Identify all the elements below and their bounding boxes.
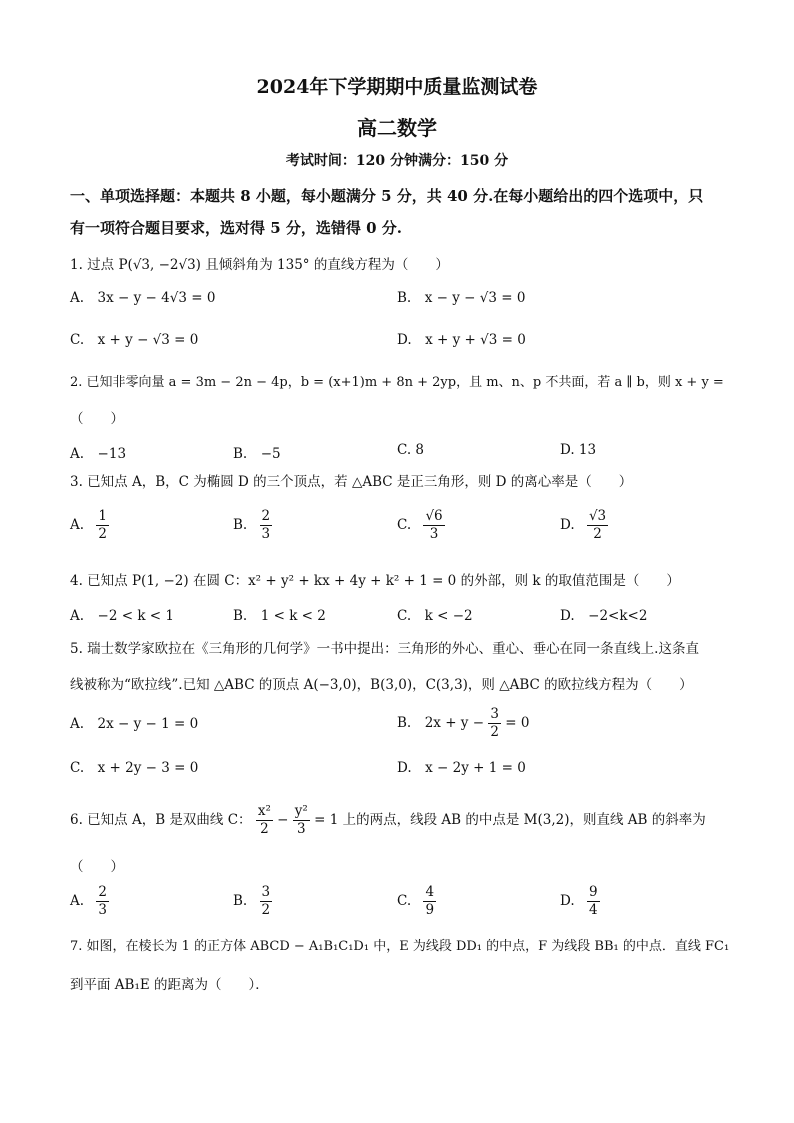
question-2-stem-line2: （ ） [70, 411, 124, 427]
q6-c-den: 9 [425, 902, 435, 918]
q6-option-b [233, 884, 272, 919]
q3-a-label: A. [70, 517, 85, 533]
question-1-stem: 1. 过点 P(√3, −2√3) 且倾斜角为 135° 的直线方程为（ ） [70, 257, 449, 273]
q6-a-label: A. [70, 893, 85, 909]
section-heading [70, 180, 730, 244]
q5-b-fraction [488, 706, 501, 741]
q6-option-c [397, 884, 436, 919]
q5-b-den: 2 [490, 724, 499, 740]
question-5-stem-line1: 5. 瑞士数学家欧拉在《三角形的几何学》一书中提出：三角形的外心、重心、垂心在同一条直线上.这条直 [70, 641, 699, 657]
q5-option-d: D. x − 2y + 1 = 0 [397, 760, 526, 776]
q6-d-fraction [587, 884, 600, 919]
q6-c-num: 4 [425, 884, 435, 900]
q5-option-c: C. x + 2y − 3 = 0 [70, 760, 199, 776]
q4-option-b: B. 1 < k < 2 [233, 608, 326, 624]
q3-d-num: √3 [588, 508, 607, 524]
q6-b-label: B. [233, 893, 248, 909]
question-6-stem-line2: （ ） [70, 859, 124, 875]
q5-b-num: 3 [490, 706, 499, 722]
q3-a-den: 2 [98, 526, 107, 542]
q3-c-num: √6 [425, 508, 443, 524]
q3-option-d [560, 508, 608, 543]
question-3-options [70, 508, 730, 552]
q5-b-prefix: B. 2x + y − [397, 715, 485, 731]
question-7-stem-line1: 7. 如图，在棱长为 1 的正方体 ABCD − A₁B₁C₁D₁ 中，E 为线段 DD₁ 的中点，F 为线段 BB₁ 的中点．直线 FC₁ [70, 939, 730, 954]
question-4-stem: 4. 已知点 P(1, −2) 在圆 C：x² + y² + kx + 4y + k² + 1 = 0 的外部，则 k 的取值范围是（ ） [70, 573, 680, 589]
q2-option-c: C. 8 [397, 442, 425, 458]
q6-option-a [70, 884, 109, 919]
q6-c-fraction [423, 884, 436, 919]
q3-d-label: D. [560, 517, 575, 533]
q3-a-num: 1 [98, 508, 107, 524]
q6-d-den: 4 [588, 902, 598, 918]
question-4-options [70, 604, 730, 632]
q6-frac-x-num: x² [257, 803, 271, 819]
q5-option-b [397, 706, 529, 741]
subject-title: 高二数学 [357, 116, 437, 140]
q6-d-label: D. [560, 893, 575, 909]
q6-a-den: 3 [98, 902, 107, 918]
q6-b-fraction [260, 884, 273, 919]
q6-c-label: C. [397, 893, 412, 909]
q3-d-fraction [587, 508, 608, 543]
q1-option-b: B. x − y − √3 = 0 [397, 290, 526, 306]
q4-option-a: A. −2 < k < 1 [70, 608, 174, 624]
question-7-stem-line2: 到平面 AB₁E 的距离为（ ）． [70, 977, 269, 993]
question-3-stem: 3. 已知点 A，B，C 为椭圆 D 的三个顶点，若 △ABC 是正三角形，则 D 的离心率是（ ） [70, 474, 633, 490]
q1-option-c: C. x + y − √3 = 0 [70, 332, 199, 348]
q6-option-d [560, 884, 600, 919]
q3-option-b [233, 508, 272, 543]
q3-b-den: 3 [261, 526, 271, 542]
question-2-options [70, 442, 730, 470]
q6-frac-y [293, 803, 310, 838]
q3-a-fraction [96, 508, 109, 543]
q1-option-d: D. x + y + √3 = 0 [397, 332, 526, 348]
q4-option-c: C. k < −2 [397, 608, 473, 624]
exam-info: 考试时间：120 分钟满分：150 分 [285, 153, 509, 169]
question-5-stem-line2: 线被称为“欧拉线”.已知 △ABC 的顶点 A(−3,0)，B(3,0)，C(3,3)，则 △ABC 的欧拉线方程为（ ） [70, 677, 693, 693]
section-heading-line2: 有一项符合题目要求，选对得 5 分，选错得 0 分. [70, 219, 402, 237]
q6-a-num: 2 [98, 884, 107, 900]
q3-c-fraction [423, 508, 444, 543]
question-2-stem: 2. 已知非零向量 a = 3m − 2n − 4p，b = (x+1)m + 8n + 2yp，且 m、n、p 不共面，若 a ∥ b，则 x + y = [70, 375, 724, 390]
q6-suffix: = 1 上的两点，线段 AB 的中点是 M(3,2)，则直线 AB 的斜率为 [314, 812, 706, 828]
question-1-options-row2 [70, 328, 730, 356]
q5-option-a: A. 2x − y − 1 = 0 [70, 716, 199, 732]
q3-c-den: 3 [429, 526, 439, 542]
q6-d-num: 9 [588, 884, 598, 900]
question-5-options-row1 [70, 706, 730, 748]
q2-option-d: D. 13 [560, 442, 597, 458]
q6-frac-y-num: y² [294, 803, 308, 819]
q2-option-a: A. −13 [70, 446, 127, 462]
q2-option-b: B. −5 [233, 446, 281, 462]
q6-b-den: 2 [261, 902, 271, 918]
q6-a-fraction [96, 884, 109, 919]
q6-prefix: 6. 已知点 A，B 是双曲线 C： [70, 812, 252, 828]
question-6-options [70, 884, 730, 928]
section-heading-line1: 一、单项选择题：本题共 8 小题，每小题满分 5 分，共 40 分.在每小题给出的四个选项中，只 [70, 187, 704, 205]
q3-option-a [70, 508, 109, 543]
q3-b-num: 2 [261, 508, 271, 524]
q6-frac-x-den: 2 [260, 821, 269, 837]
q3-d-den: 2 [593, 526, 602, 542]
q3-b-label: B. [233, 517, 248, 533]
q6-b-num: 3 [261, 884, 271, 900]
q3-c-label: C. [397, 517, 412, 533]
q1-option-a: A. 3x − y − 4√3 = 0 [70, 290, 216, 306]
question-5-options-row2 [70, 756, 730, 784]
q4-option-d: D. −2<k<2 [560, 608, 648, 624]
q3-b-fraction [260, 508, 273, 543]
q3-option-c [397, 508, 445, 543]
q5-b-suffix: = 0 [505, 715, 530, 731]
exam-title: 2024年下学期期中质量监测试卷 [256, 76, 538, 98]
q6-frac-x [256, 803, 273, 838]
q6-minus: − [277, 812, 289, 828]
question-6-stem [70, 800, 730, 840]
question-1-options-row1 [70, 286, 730, 314]
q6-frac-y-den: 3 [297, 821, 306, 837]
